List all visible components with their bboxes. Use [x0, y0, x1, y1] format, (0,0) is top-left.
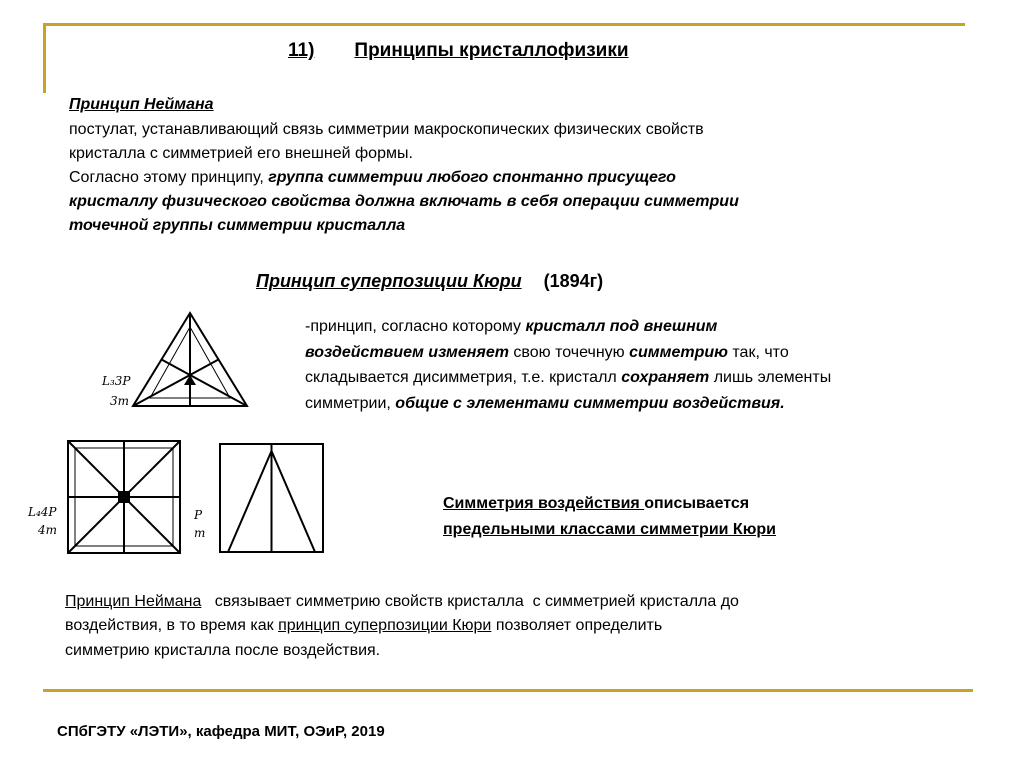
- triangle-label-1: L₃3P: [102, 374, 131, 388]
- neumann-line-5: точечной группы симметрии кристалла: [69, 217, 406, 234]
- summary-line-2-rest: позволяет определить: [491, 617, 663, 634]
- summary-line-3: симметрию кристалла после воздействия.: [65, 642, 381, 659]
- curie-line-2-plain-2: так, что: [727, 344, 789, 361]
- curie-line-1-bold: кристалл под внешним: [525, 318, 718, 335]
- square-symmetry-figure: [28, 438, 188, 558]
- curie-line-2-bold: воздействием изменяет: [305, 344, 509, 361]
- neumann-line-4: кристаллу физического свойства должна включать в себя операции симметрии: [69, 193, 739, 210]
- neumann-line-3-bold: группа симметрии любого спонтанно присущего: [268, 169, 676, 186]
- limiting-classes-line-2: предельными классами симметрии Кюри: [443, 521, 776, 538]
- limiting-classes-line-1: [443, 492, 749, 516]
- curie-line-4-bold: общие с элементами симметрии воздействия.: [395, 395, 785, 412]
- triangle-label-2: 3m: [110, 394, 130, 408]
- frame-bottom-line: [43, 689, 973, 692]
- summary-line-1: [65, 590, 739, 614]
- limiting-classes-rest: описывается: [644, 495, 750, 512]
- neumann-line-2: кристалла с симметрией его внешней формы.: [69, 145, 413, 162]
- slide-title: [288, 40, 629, 62]
- summary-line-1-text: связывает симметрию свойств кристалла с симметрией кристалла до: [201, 593, 739, 610]
- neumann-line-3-plain: Согласно этому принципу,: [69, 169, 269, 186]
- slide-title-text: Принципы кристаллофизики: [354, 40, 629, 61]
- curie-line-3-plain: складывается дисимметрия, т.е. кристалл: [305, 369, 622, 386]
- curie-line-2-plain: свою точечную: [508, 344, 630, 361]
- curie-line-1-plain: -принцип, согласно которому: [305, 318, 526, 335]
- footer-credit: СПбГЭТУ «ЛЭТИ», кафедра МИТ, ОЭиР, 2019: [57, 723, 385, 740]
- frame-left-line: [43, 23, 46, 93]
- square-label-1: L₄4P: [28, 505, 57, 519]
- neumann-heading: Принцип Неймана: [69, 96, 214, 113]
- triangle-symmetry-figure: [100, 310, 250, 415]
- curie-line-2-bold-2: симметрию: [629, 344, 728, 361]
- curie-line-3-plain-2: лишь элементы: [709, 369, 832, 386]
- curie-heading-year: (1894г): [543, 271, 604, 291]
- curie-heading: [256, 271, 603, 292]
- slide-number: 11): [288, 40, 315, 61]
- curie-line-3-bold: сохраняет: [621, 369, 710, 386]
- neumann-line-3: [69, 166, 676, 190]
- summary-line-2: [65, 614, 662, 638]
- square-label-2: 4m: [38, 523, 58, 537]
- summary-neumann-ref: Принцип Неймана: [65, 593, 202, 610]
- frame-top-line: [43, 23, 965, 26]
- rectangle-symmetry-figure: [190, 441, 330, 556]
- rect-label-2: m: [194, 526, 206, 540]
- neumann-line-1: постулат, устанавливающий связь симметрии макроскопических физических свойств: [69, 121, 704, 138]
- summary-line-2-plain: воздействия, в то время как: [65, 617, 279, 634]
- curie-heading-name: Принцип суперпозиции Кюри: [256, 271, 522, 291]
- limiting-classes-underlined: Симметрия воздействия: [443, 495, 645, 512]
- curie-line-1: [305, 315, 717, 339]
- rect-label-1: P: [194, 508, 203, 522]
- curie-line-4: [305, 392, 785, 416]
- curie-line-4-plain: симметрии,: [305, 395, 396, 412]
- curie-line-3: [305, 366, 831, 390]
- summary-curie-ref: принцип суперпозиции Кюри: [278, 617, 492, 634]
- curie-line-2: [305, 341, 789, 365]
- square-axis-marker: [118, 491, 130, 503]
